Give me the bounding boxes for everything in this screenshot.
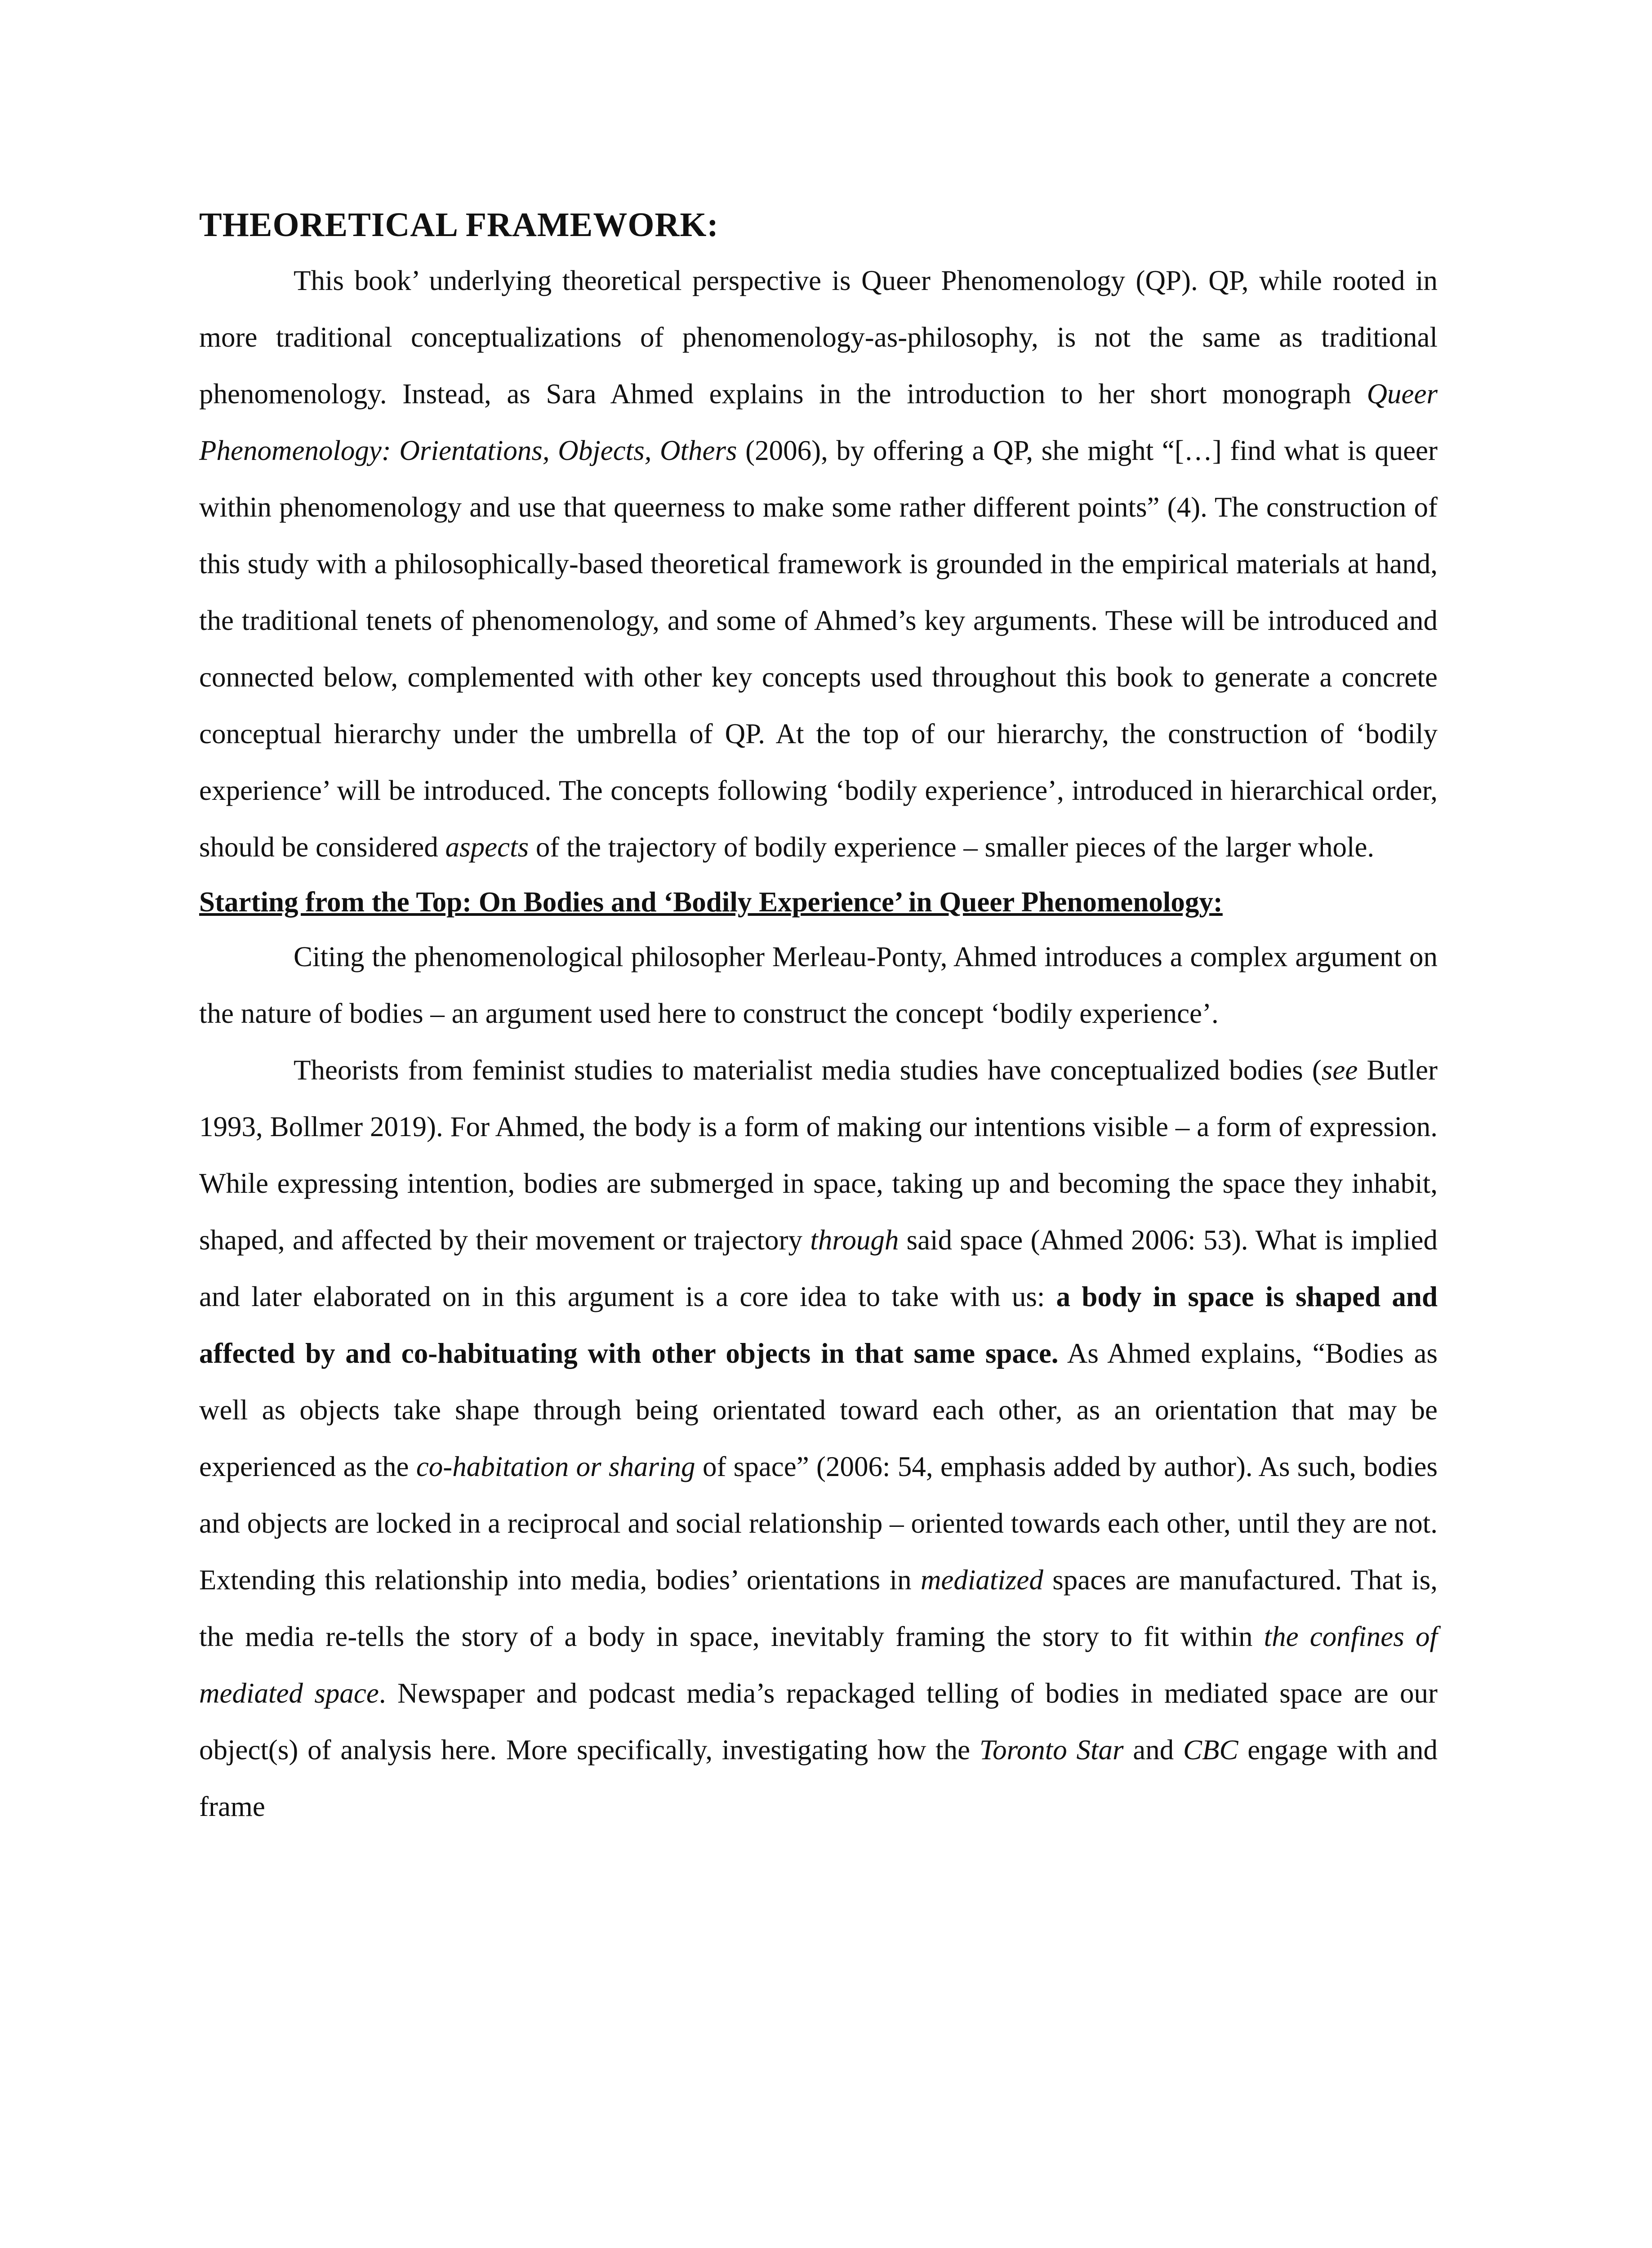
text-run: (2006), by offering a QP, she might “[…] find what is queer within phenomenology and use that queerness to make some rather different points” (4). The construction of this study with a philosophically-based theoretical framework is grounded in the empirical materials at hand, the traditional tenets of phenomenology, and some of Ahmed’s key arguments. These will be introduced and connected below, complemented with other key concepts used throughout this book to generate a concrete conceptual hierarchy under the umbrella of QP. At the top of our hierarchy, the construction of ‘bodily experience’ will be introduced. The concepts following ‘bodily experience’, introduced in hierarchical order, should be considered (199, 435, 1438, 863)
paragraph-bodies (199, 1042, 1438, 1835)
emphasis: mediatized (920, 1564, 1043, 1596)
publication-name: CBC (1183, 1734, 1238, 1766)
emphasis: see (1321, 1054, 1358, 1086)
book-title: Queer Phenomenology: Orientations, Objects, Others (199, 378, 1438, 466)
text-run: and (1123, 1734, 1183, 1766)
text-run: Butler 1993, Bollmer 2019). For Ahmed, the body is a form of making our intentions visible – a form of expression. While expressing intention, bodies are submerged in space, taking up and becoming the space they inhabit, shaped, and affected by their movement or trajectory (199, 1054, 1438, 1256)
page-body (199, 200, 1438, 1835)
text-run: As Ahmed explains, “Bodies as well as objects take shape through being orientated toward each other, as an orientation that may be experienced as the (199, 1338, 1438, 1482)
subsection-heading: Starting from the Top: On Bodies and ‘Bodily Experience’ in Queer Phenomenology: (199, 886, 1223, 918)
paragraph-merleau-ponty: Citing the phenomenological philosopher Merleau-Ponty, Ahmed introduces a complex argument on the nature of bodies – an argument used here to construct the concept ‘bodily experience’. (199, 941, 1438, 1029)
text-run: This book’ underlying theoretical perspective is Queer Phenomenology (QP). QP, while rooted in more traditional conceptualizations of phenomenology-as-philosophy, is not the same as traditional phenomenology. Instead, as Sara Ahmed explains in the introduction to her short monograph (199, 265, 1438, 410)
publication-name: Toronto Star (979, 1734, 1124, 1766)
paragraph-intro (199, 252, 1438, 875)
text-run: of space” (2006: 54, emphasis added by author). As such, bodies and objects are locked in a reciprocal and social relationship – oriented towards each other, until they are not. Extending this relationship into media, bodies’ orientations in (199, 1451, 1438, 1596)
text-run: engage with and frame (199, 1734, 1438, 1822)
section-heading: THEORETICAL FRAMEWORK: (199, 206, 719, 244)
text-run: said space (Ahmed 2006: 53). What is implied and later elaborated on in this argument is a core idea to take with us: (199, 1224, 1438, 1312)
text-run: Theorists from feminist studies to materialist media studies have conceptualized bodies ( (294, 1054, 1322, 1086)
emphasis: co-habitation or sharing (416, 1451, 695, 1482)
key-idea: a body in space is shaped and affected by and co-habituating with other objects in that same space. (199, 1281, 1438, 1369)
emphasis: the confines of mediated space (199, 1621, 1438, 1709)
text-run: spaces are manufactured. That is, the media re-tells the story of a body in space, inevitably framing the story to fit within (199, 1564, 1438, 1652)
text-run: . Newspaper and podcast media’s repackaged telling of bodies in mediated space are our object(s) of analysis here. More specifically, investigating how the (199, 1677, 1438, 1766)
emphasis: aspects (445, 831, 529, 863)
emphasis: through (810, 1224, 899, 1256)
text-run: of the trajectory of bodily experience – smaller pieces of the larger whole. (529, 831, 1375, 863)
